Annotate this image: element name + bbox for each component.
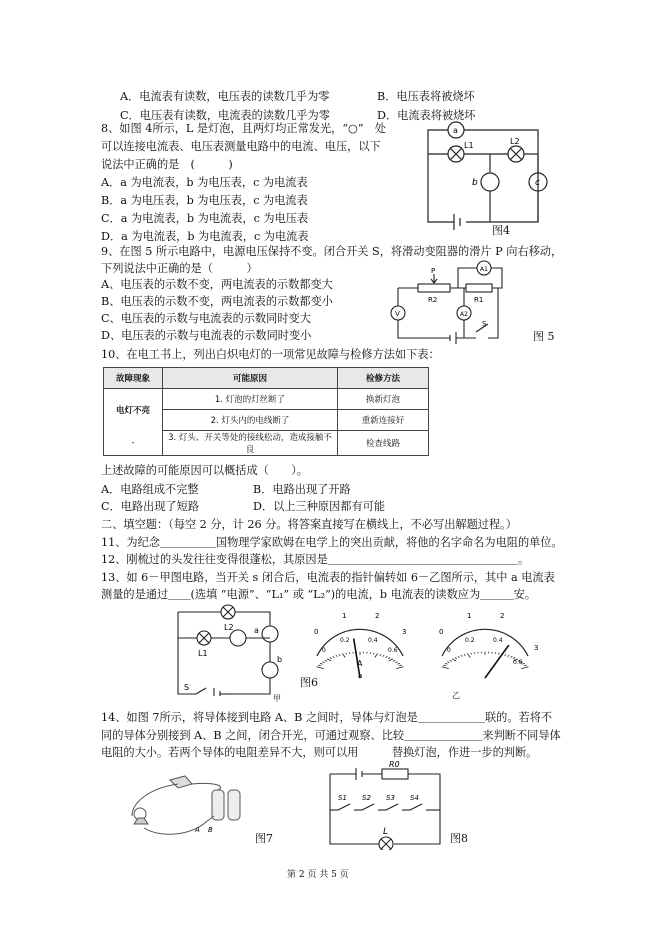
table-cell-symptom: 电灯不亮 [104, 389, 163, 431]
ammeter-dial-b [430, 608, 545, 680]
page-footer: 第 2 页 共 5 页 [287, 870, 349, 880]
dial-tick-label: 0.4 [493, 637, 503, 644]
dial-tick [522, 663, 524, 664]
fig8-label-s3: S3 [386, 794, 395, 802]
dial-a-sub: a [358, 672, 363, 680]
q7-option-c: C．电压表有读数，电流表的读数几乎为零 [120, 109, 330, 122]
dial-tick [445, 663, 447, 664]
fig8-label-s1: S1 [338, 794, 347, 802]
dial-tick [349, 652, 350, 654]
dial-tick [320, 663, 322, 664]
fig5-label-s: S [482, 320, 487, 328]
dial-tick-label: 0 [447, 647, 451, 654]
fig4-caption: 图4 [492, 224, 510, 237]
fig8-label-l: L [383, 827, 389, 837]
dial-tick [464, 654, 465, 655]
dial-tick [333, 656, 335, 657]
dial-b-small-ticks [447, 637, 523, 666]
dial-tick [383, 655, 385, 656]
fig4-label-l1: L1 [464, 141, 474, 150]
table-cell-fix: 重新连接好 [338, 410, 429, 431]
table-header-symptom: 故障现象 [104, 368, 163, 389]
dial-tick [395, 662, 397, 663]
dial-tick [317, 667, 324, 669]
dial-b-big-ticks [439, 612, 538, 652]
fig6-label-a: a [254, 626, 259, 635]
q9-option-c: C、电压表的示数与电流表的示数同时变大 [101, 312, 311, 325]
dial-tick [339, 654, 340, 655]
section-2-heading: 二、填空题：（每空 2 分，计 26 分。将答案直接写在横线上，不必写出解题过程。） [101, 518, 517, 531]
dial-tick [455, 657, 457, 658]
dial-tick [467, 653, 470, 657]
fig5-label-p: P [431, 267, 436, 275]
dial-tick [452, 659, 456, 661]
figure-5-circuit [378, 258, 518, 348]
figure-6-circuit [170, 604, 290, 696]
q8-stem-line3: 说法中正确的是 ( ) [101, 158, 233, 171]
q13-line2: 测量的是通过＿＿(选填 “电源”、“L₁” 或 “L₂”)的电流，b 电流表的读数应为＿＿＿安。 [101, 588, 537, 601]
fig5-label-v: V [395, 310, 400, 318]
dial-tick [511, 656, 513, 657]
q7-option-d: D．电流表将被烧坏 [377, 109, 476, 122]
table-header-fix: 检修方法 [338, 368, 429, 389]
dial-tick [388, 657, 390, 658]
dial-tick [389, 659, 393, 661]
dial-tick [330, 657, 332, 658]
q9-option-d: D、电压表的示数与电流表的示数同时变小 [101, 329, 312, 342]
table-header-cause: 可能原因 [163, 368, 338, 389]
q10-option-d: D．以上三种原因都有可能 [253, 500, 386, 513]
q9-option-a: A、电压表的示数不变，两电流表的示数都变大 [101, 278, 333, 291]
fig6-label-yi: 乙 [452, 691, 460, 700]
q7-option-b: B．电压表将被烧坏 [377, 90, 475, 103]
fig6-label-s: S [184, 683, 190, 692]
q8-stem-line2: 可以连接电流表、电压表测量电路中的电流、电压，以下 [101, 140, 381, 153]
dial-tick [458, 656, 460, 657]
dial-tick-label: 0 [322, 647, 326, 654]
fig4-label-l2: L2 [510, 137, 520, 146]
figure-4-circuit [420, 112, 560, 240]
q11-text: 11、为纪念＿＿＿＿＿国物理学家欧姆在电学上的突出贡献，将他的名字命名为电阻的单位。 [101, 536, 563, 549]
dial-tick-label: 0 [314, 628, 319, 636]
dial-tick [396, 667, 403, 669]
fig6-label-l2: L2 [224, 623, 234, 632]
q10-option-c: C．电路出现了短路 [101, 500, 200, 513]
dial-tick-label: 2 [500, 612, 505, 620]
q10-option-b: B．电路出现了开路 [253, 483, 351, 496]
dial-tick [393, 660, 395, 661]
dial-tick [447, 662, 449, 663]
q7-option-a: A．电流表有读数，电压表的读数几乎为零 [120, 90, 330, 103]
table-cell-cause: 2. 灯头内的电线断了 [163, 410, 338, 431]
table-cell-cause: 3. 灯头、开关等处的接线松动，造成接触不良 [163, 431, 338, 456]
q10-option-a: A．电路组成不完整 [101, 483, 199, 496]
fig5-label-r2: R2 [428, 296, 438, 304]
dial-tick-label: 3 [534, 644, 539, 652]
fault-table-header-row [104, 368, 429, 389]
dial-tick [322, 662, 324, 663]
dial-a-big-ticks [314, 612, 406, 636]
q10-stem: 10、在电工书上，列出白炽电灯的一项常见故障与检修方法如下表： [101, 348, 440, 361]
dial-tick [498, 653, 499, 655]
table-cell-dash: - [104, 431, 163, 456]
q9-stem-line1: 9、在图 5 所示电路中，电源电压保持不变。闭合开关 S，将滑动变阻器的滑片 P 向右移动， [101, 245, 563, 258]
dial-tick [521, 667, 528, 669]
figure-7-apparatus [120, 772, 270, 844]
q8-option-a: A．a 为电流表，b 为电压表，c 为电流表 [101, 176, 308, 189]
dial-tick [505, 654, 506, 655]
dial-tick [474, 652, 475, 654]
fig6-caption: 图6 [300, 676, 318, 689]
dial-tick-label: 3 [402, 628, 407, 636]
q8-option-c: C．a 为电流表，b 为电流表，c 为电压表 [101, 212, 309, 225]
dial-b-needle [485, 645, 509, 678]
q14-line1: 14、如图 7所示，将导体接到电路 A、B 之间时，导体与灯泡是＿＿＿＿＿＿联的。若将不 [101, 711, 553, 724]
dial-tick [397, 663, 399, 664]
dial-tick [318, 665, 321, 666]
dial-tick-label: 0.4 [368, 637, 378, 644]
ammeter-dial-a [305, 608, 415, 680]
dial-tick-label: 0 [439, 628, 444, 636]
table-row [104, 431, 429, 456]
fig8-label-s2: S2 [362, 794, 371, 802]
dial-tick [442, 667, 449, 669]
fig5-label-a1: A1 [480, 266, 488, 273]
q8-option-d: D．a 为电流表，b 为电流表，c 为电流表 [101, 230, 309, 243]
fig7-label-b: B [208, 826, 213, 834]
q14-line3: 电阻的大小。若两个导体的电阻差异不大，则可以用 替换灯泡，作进一步的判断。 [101, 746, 538, 759]
table-cell-cause: 1. 灯泡的灯丝断了 [163, 389, 338, 410]
dial-tick [375, 653, 378, 657]
q14-line2: 同的导体分别接到 A、B 之间，闭合开光，可通过观察、比较＿＿＿＿＿＿＿来判断不同导体 [101, 729, 561, 742]
dial-tick [461, 655, 463, 656]
dial-a-small-ticks [322, 637, 398, 654]
fig6-label-jia: 甲 [273, 694, 281, 703]
dial-a-unit: A [357, 659, 363, 668]
dial-tick-label: 0.2 [465, 637, 475, 644]
q13-line1: 13、如 6－甲图电路，当开关 s 闭合后，电流表的指针偏转如 6－乙图所示，其中 a 电流表 [101, 571, 555, 584]
fault-table [103, 367, 429, 456]
fig6-label-l1: L1 [198, 649, 208, 658]
q9-option-b: B、电压表的示数不变，两电流表的示数都变小 [101, 295, 333, 308]
dial-tick [380, 654, 381, 655]
table-row [104, 389, 429, 410]
dial-tick [370, 652, 371, 654]
fig8-label-r0: R0 [389, 760, 400, 769]
fig4-label-c: c [535, 178, 540, 188]
fig6-label-b: b [277, 655, 283, 664]
fig4-label-a: a [453, 126, 458, 135]
q8-stem-line1: 8、如图 4所示，L 是灯泡，且两灯均正常发光，“○” 处 [101, 122, 386, 135]
fig8-label-s4: S4 [410, 794, 419, 802]
dial-tick [399, 665, 402, 666]
q8-option-b: B．a 为电压表，b 为电压表，c 为电流表 [101, 194, 308, 207]
dial-tick [508, 655, 510, 656]
table-cell-fix: 检查线路 [338, 431, 429, 456]
dial-tick-label: 0.6 [513, 659, 523, 666]
dial-tick [325, 660, 327, 661]
fig5-label-a2: A2 [460, 311, 468, 318]
dial-tick [346, 653, 347, 655]
dial-tick [373, 653, 374, 655]
fig4-label-b: b [472, 178, 478, 188]
dial-tick-label: 0.6 [388, 647, 398, 654]
dial-tick [386, 656, 388, 657]
dial-tick [327, 659, 331, 661]
dial-tick-label: 2 [375, 612, 380, 620]
fig7-label-a: A [195, 826, 200, 834]
dial-tick [443, 665, 446, 666]
dial-tick [336, 655, 338, 656]
dial-tick [495, 652, 496, 654]
fig5-caption: 图 5 [533, 330, 555, 343]
dial-tick [450, 660, 452, 661]
q9-stem-line2: 下列说法中正确的是（ ） [101, 262, 258, 275]
figure-8-circuit [326, 760, 444, 850]
fig5-label-r1: R1 [474, 296, 484, 304]
dial-tick [471, 653, 472, 655]
dial-tick-label: 1 [467, 612, 472, 620]
dial-tick-label: 1 [342, 612, 347, 620]
dial-tick [524, 665, 527, 666]
table-cell-fix: 换新灯泡 [338, 389, 429, 410]
q12-text: 12、刚梳过的头发往往变得很蓬松，其原因是＿＿＿＿＿＿＿＿＿＿＿＿＿＿＿＿＿。 [101, 553, 530, 566]
dial-tick [342, 653, 345, 657]
fig7-caption: 图7 [255, 832, 273, 845]
fig8-caption: 图8 [450, 832, 468, 845]
dial-tick-label: 0.2 [340, 637, 350, 644]
q10-question: 上述故障的可能原因可以概括成（ ）。 [101, 464, 308, 477]
